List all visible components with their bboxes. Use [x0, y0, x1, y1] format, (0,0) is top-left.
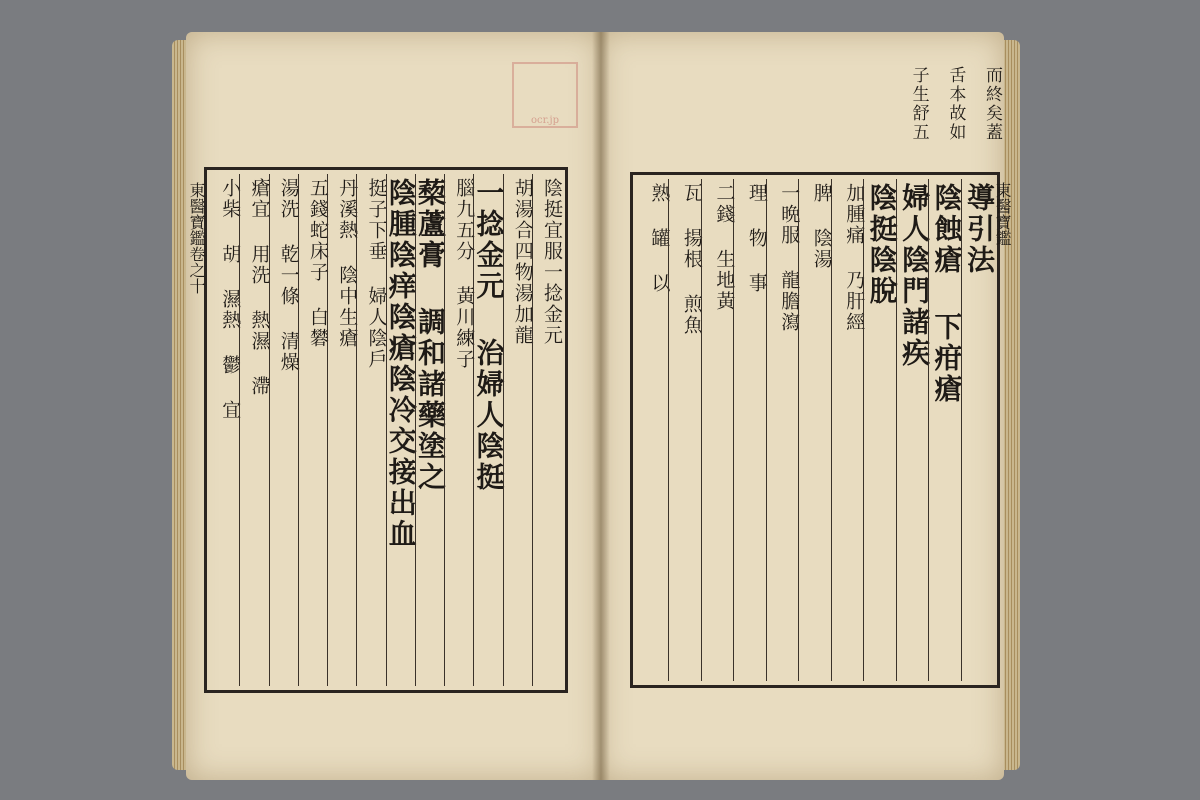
- right-text-column: 一晩服 龍膽瀉: [766, 179, 798, 681]
- left-text-column: 蔾蘆膏 調和諸藥塗之: [415, 174, 444, 686]
- open-book: [172, 22, 1022, 782]
- left-text-column: 湯洗 乾一條 清燥: [269, 174, 298, 686]
- right-text-column: 脾 陰湯: [798, 179, 830, 681]
- left-page-columns: [211, 174, 561, 686]
- left-page: [186, 32, 601, 780]
- left-text-column: 挺子下垂 婦人陰戶: [356, 174, 385, 686]
- left-text-column: 陰腫陰痒陰瘡陰冷交接出血: [386, 174, 415, 686]
- right-text-column: 加腫痛 乃肝經: [831, 179, 863, 681]
- left-fold-label: 東醫寶鑑卷之十: [187, 182, 206, 294]
- right-text-column: 理 物 事: [733, 179, 765, 681]
- left-page-text-frame: [204, 167, 568, 693]
- left-text-column: 一捻金元 治婦人陰挺: [473, 174, 502, 686]
- right-text-column: 熟 罐 以: [648, 183, 671, 294]
- right-text-column: 瓦 揚根 煎魚: [668, 179, 700, 681]
- right-top-text-column: 而終矣蓋: [982, 66, 1002, 142]
- right-text-column: 陰挺陰脫: [863, 179, 895, 681]
- right-top-text-column: 子生舒五: [908, 66, 929, 142]
- left-text-column: 丹溪熱 陰中生瘡: [327, 174, 356, 686]
- right-text-column: 二錢 生地黃: [701, 179, 733, 681]
- right-top-text-column: 舌本故如: [945, 66, 966, 142]
- library-seal: ocr.jp: [512, 62, 578, 128]
- left-text-column: 腦九五分 黃川練子: [444, 174, 473, 686]
- left-text-column: 胡湯合四物湯加龍: [503, 174, 532, 686]
- right-page: [600, 32, 1012, 780]
- left-text-column: 小柴 胡 濕熱 鬱 宜: [219, 178, 242, 421]
- book-gutter: [592, 32, 610, 780]
- left-text-column: 瘡宜 用洗 熱濕 滯: [239, 174, 268, 686]
- right-fold-label: 東醫寶鑑: [993, 182, 1012, 246]
- right-page-columns: [637, 179, 996, 681]
- left-text-column: 陰挺宜服一捻金元: [532, 174, 561, 686]
- left-text-column: 五錢蛇床子 白礬: [298, 174, 327, 686]
- right-text-column: 婦人陰門諸疾: [896, 179, 928, 681]
- right-text-column: 陰蝕瘡 下疳瘡: [928, 179, 960, 681]
- right-page-text-frame: [630, 172, 1000, 688]
- right-text-column: 導引法: [961, 179, 993, 681]
